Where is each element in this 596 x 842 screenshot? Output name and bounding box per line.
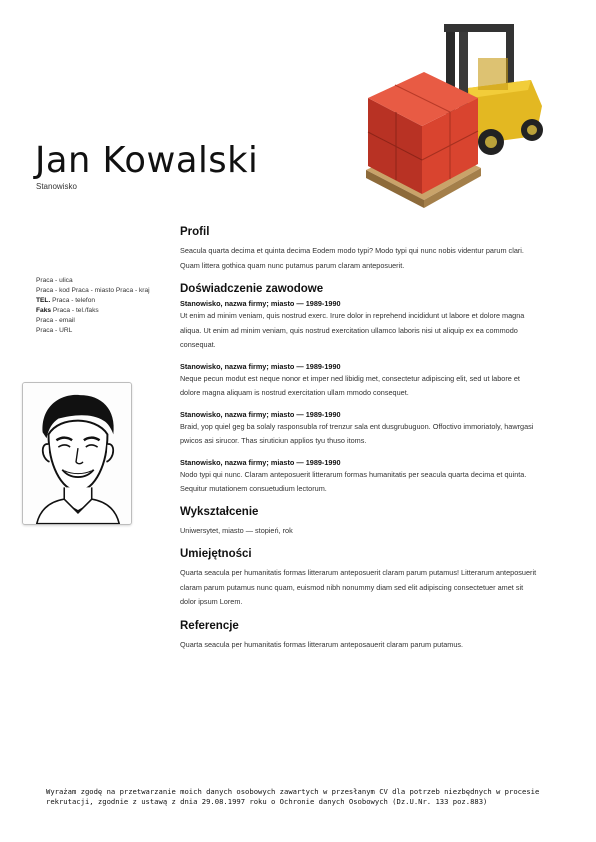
- fax-value: Praca - tel./faks: [52, 307, 99, 314]
- job-description: Ut enim ad minim veniam, quis nostrud exerc. Irure dolor in reprehend incididunt ut labore et dolore magna aliqua. Ut enim ad minim veniam, quis nostrud exercitation ullamco laboris nisi ut aliquip ex ea commodo consequat.: [180, 311, 525, 349]
- job-title: Stanowisko, nazwa firmy; miasto — 1989-1990: [180, 361, 341, 371]
- main-content: [180, 226, 540, 662]
- data-consent-clause: Wyrażam zgodę na przetwarzanie moich danych osobowych zawartych w przesłanym CV dla potrzeb niezbędnych w procesie rekrutacji, zgodnie z ustawą z dnia 29.08.1997 roku o Ochronie danych Osobowych (Dz.U.Nr. 133 poz.883): [46, 787, 540, 806]
- portrait-photo: [22, 382, 132, 525]
- profile-heading: Profil: [180, 226, 210, 238]
- contact-city: Praca - kod Praca - miasto Praca - kraj: [36, 287, 150, 294]
- job-title: Stanowisko, nazwa firmy; miasto — 1989-1990: [180, 457, 341, 467]
- profile-section: [180, 226, 540, 273]
- position-title: Stanowisko: [36, 182, 77, 191]
- experience-heading: Doświadczenie zawodowe: [180, 283, 324, 295]
- job-entry: [180, 458, 540, 497]
- references-heading: Referencje: [180, 619, 239, 632]
- education-heading: Wykształcenie: [180, 505, 259, 518]
- references-text: Quarta seacula per humanitatis formas litterarum anteposauerit claram parum putamus.: [180, 639, 464, 649]
- job-title: Stanowisko, nazwa firmy; miasto — 1989-1990: [180, 299, 341, 308]
- profile-text: Seacula quarta decima et quinta decima Eodem modo typi? Modo typi qui nunc nobis videntur parum clari. Quam littera gothica quam nunc putamus parum claram anteposuerit.: [180, 246, 524, 270]
- contact-street: Praca - ulica: [36, 277, 73, 284]
- experience-section: [180, 283, 540, 497]
- job-entry: [180, 299, 540, 353]
- skills-heading: Umiejętności: [180, 548, 252, 560]
- contact-email: Praca - email: [36, 317, 75, 324]
- job-description: Nodo typi qui nunc. Claram anteposuerit litterarum formas humanitatis per seacula quarta decima et quinta. Sequitur mutationem consuetudium lectorum.: [180, 469, 527, 493]
- references-section: [180, 620, 540, 653]
- candidate-name: Jan Kowalski: [35, 140, 259, 181]
- education-section: [180, 506, 540, 539]
- fax-label: Faks: [36, 307, 52, 314]
- job-title: Stanowisko, nazwa firmy; miasto — 1989-1990: [180, 409, 341, 419]
- contact-url: Praca - URL: [36, 327, 73, 334]
- phone-label: TEL.: [36, 297, 51, 304]
- skills-section: [180, 548, 540, 610]
- phone-value: Praca - telefon: [52, 297, 96, 304]
- job-entry: [180, 362, 540, 401]
- job-description: Neque pecun modut est neque nonor et imper ned libidig met, consectetur adipiscing elit, sed ut labore et dolore magna aliquam is nostrud exercitation ullam mmodo consequet.: [180, 373, 520, 397]
- job-entry: [180, 410, 540, 449]
- contact-block: [36, 276, 150, 336]
- forklift-illustration: [356, 18, 546, 208]
- education-text: Uniwersytet, miasto — stopień, rok: [180, 525, 293, 535]
- contact-phone: [36, 296, 150, 306]
- job-description: Braid, yop quiel geg ba solaly rasponsubla rof trenzur sala ent dusgrubuguon. Offoctivo immoriatoly, hawrgasi pwicos asi sirucor. Thas siruticiun applios tyu thuso itoms.: [180, 421, 534, 445]
- contact-fax: [36, 306, 150, 316]
- skills-text: Quarta seacula per humanitatis formas litterarum anteposuerit claram parum putamus! Litterarum anteposuerit claram parum putamus nunc quam, euismod nibh nonummy diam sed elit adipiscing consectetuer amet sit dolor ipsum Lorem.: [180, 568, 537, 606]
